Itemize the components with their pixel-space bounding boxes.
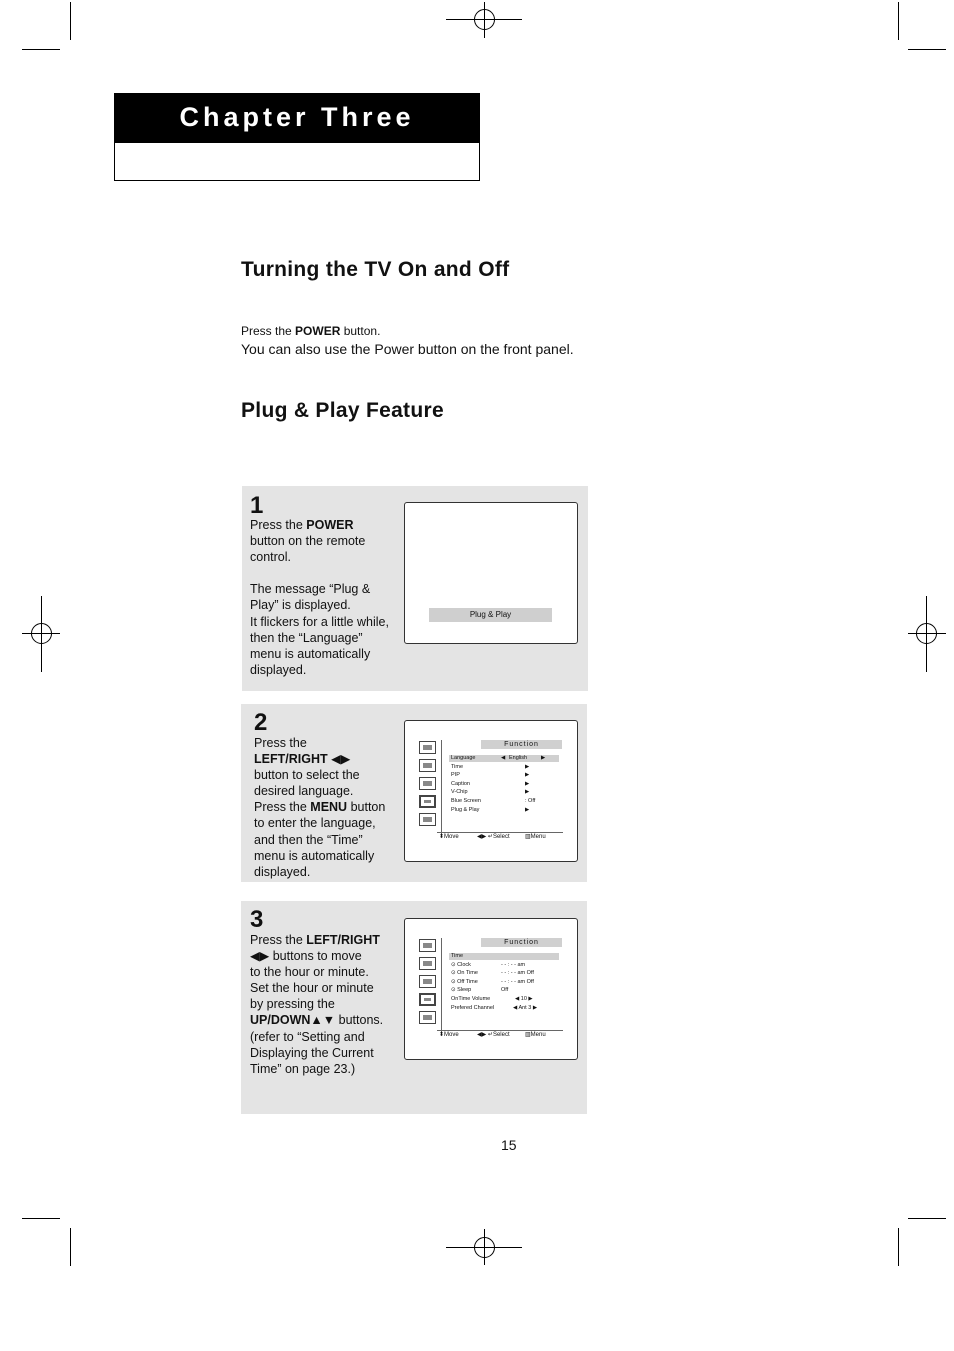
left-right-arrows-icon: ◀▶: [250, 949, 270, 964]
power-note: You can also use the Power button on the front panel.: [241, 341, 574, 357]
menu-row-off-time: ⊙ Off Time - - : - - am Off: [451, 979, 534, 985]
power-instruction: Press the POWER button.: [241, 324, 381, 338]
menu-row-plug-play: Plug & Play ▶: [451, 807, 530, 813]
page-number: 15: [501, 1137, 517, 1153]
crop-mark: [898, 2, 899, 40]
picture-icon: [419, 939, 436, 952]
move-hint: ⬍ Move: [439, 834, 459, 840]
step-number: 3: [250, 906, 264, 933]
function-icon: [419, 993, 436, 1006]
tv-screen: [404, 720, 578, 862]
move-hint: ⬍ Move: [439, 1032, 459, 1038]
step-instructions: Press the LEFT/RIGHT ◀▶ buttons to move to the hour or minute. Set the hour or minute by pressing the UP/DOWN▲▼ buttons. (refer to “Setting and Displaying the Current Time” on page 23.): [250, 933, 384, 1076]
menu-hint: ▥ Menu: [525, 1032, 546, 1038]
crop-mark: [70, 1228, 71, 1266]
pip-icon: [419, 813, 436, 826]
menu-footer: [437, 832, 563, 841]
sound-icon: [419, 759, 436, 772]
menu-footer: [437, 1030, 563, 1039]
menu-row-pip: PIP ▶: [451, 772, 530, 778]
step-number: 1: [250, 492, 264, 519]
crop-mark: [22, 49, 60, 50]
chapter-title: Chapter Three: [115, 94, 479, 143]
menu-row-time: Time ▶: [451, 764, 530, 770]
step-1-panel: [242, 486, 588, 691]
menu-row-preferred-channel: Prefered Channel ◀ Ant 3 ▶: [451, 1005, 538, 1011]
tv-screen: [404, 502, 578, 644]
menu-row-language: Language English ◀ ▶: [449, 755, 559, 762]
section-heading-plug-play: Plug & Play Feature: [241, 399, 444, 422]
menu-row-on-time: ⊙ On Time - - : - - am Off: [451, 970, 534, 976]
chapter-header: [114, 93, 480, 181]
select-hint: ◀▶ ↵ Select: [477, 1032, 510, 1038]
crop-mark: [22, 1218, 60, 1219]
menu-row-caption: Caption ▶: [451, 781, 530, 787]
menu-row-clock: ⊙ Clock - - : - - am: [451, 962, 526, 968]
channel-icon: [419, 777, 436, 790]
menu-hint: ▥ Menu: [525, 834, 546, 840]
step-2-panel: [241, 704, 587, 882]
crop-mark: [70, 2, 71, 40]
menu-row-blue-screen: Blue Screen : Off: [451, 798, 536, 804]
sound-icon: [419, 957, 436, 970]
step-number: 2: [254, 709, 268, 736]
crop-mark: [908, 49, 946, 50]
menu-icon-column: [419, 741, 439, 831]
channel-icon: [419, 975, 436, 988]
step-3-panel: [241, 901, 587, 1114]
left-right-arrows-icon: ◀▶: [331, 752, 351, 767]
plug-play-message: Plug & Play: [429, 608, 552, 622]
tv-screen: [404, 918, 578, 1060]
up-down-arrows-icon: ▲▼: [310, 1013, 336, 1028]
pip-icon: [419, 1011, 436, 1024]
menu-row-ontime-volume: OnTime Volume ◀ 10 ▶: [451, 996, 533, 1002]
picture-icon: [419, 741, 436, 754]
menu-title: Function: [481, 938, 562, 947]
menu-row-time: Time: [449, 953, 559, 960]
left-arrow-icon: ◀: [501, 755, 506, 761]
step-instructions: Press the POWER button on the remote control. The message “Plug & Play” is displayed. It flickers for a little while, then the “Language” menu is automatically displayed.: [250, 518, 389, 677]
function-icon: [419, 795, 436, 808]
menu-title: Function: [481, 740, 562, 749]
select-hint: ◀▶ ↵ Select: [477, 834, 510, 840]
step-instructions: Press the LEFT/RIGHT ◀▶ button to select the desired language. Press the MENU button to enter the language, and then the “Time” menu is automatically displayed.: [254, 736, 386, 879]
crop-mark: [908, 1218, 946, 1219]
menu-row-vchip: V-Chip ▶: [451, 789, 530, 795]
crop-mark: [898, 1228, 899, 1266]
menu-icon-column: [419, 939, 439, 1029]
section-heading-power: Turning the TV On and Off: [241, 258, 510, 281]
menu-row-sleep: ⊙ Sleep Off: [451, 987, 509, 993]
